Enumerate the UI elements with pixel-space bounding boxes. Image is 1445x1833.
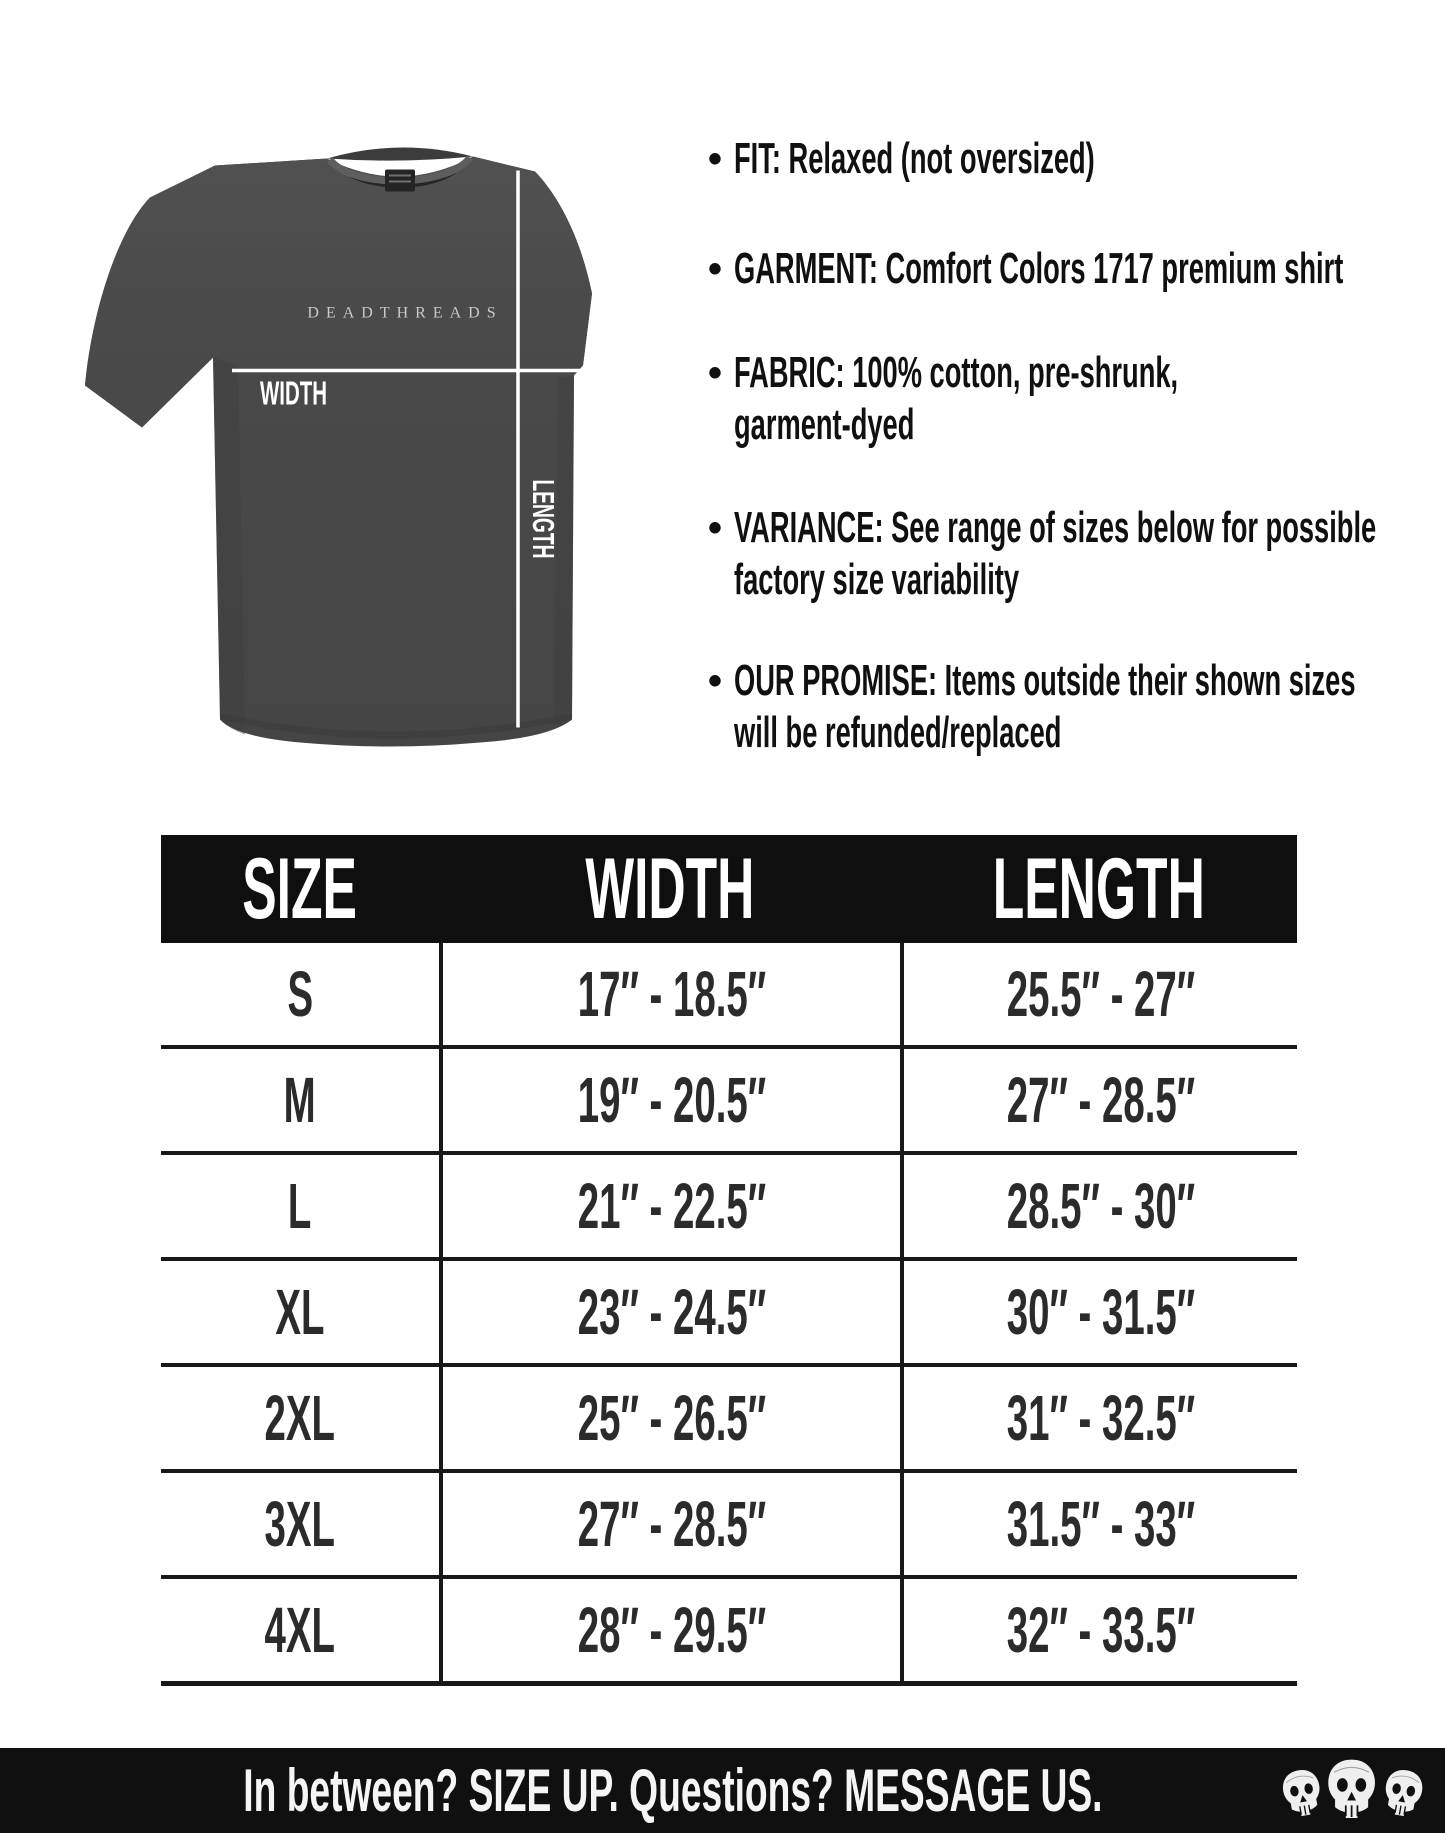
table-row-4xl xyxy=(161,1579,1297,1686)
width-cell xyxy=(439,943,900,1045)
bullet-line: • VARIANCE: See range of sizes below for possible xyxy=(734,503,1377,552)
width-cell xyxy=(439,1155,900,1257)
length-cell xyxy=(900,1367,1297,1469)
size-value: 3XL xyxy=(264,1488,336,1560)
size-cell xyxy=(161,1367,439,1469)
header-label: WIDTH xyxy=(584,840,755,937)
tshirt-photo xyxy=(80,123,605,763)
length-value: 28.5″ - 30″ xyxy=(1006,1170,1195,1242)
size-table-header xyxy=(161,835,1297,943)
length-value: 32″ - 33.5″ xyxy=(1006,1594,1195,1666)
bullet-item-fit xyxy=(734,133,1316,185)
width-value: 17″ - 18.5″ xyxy=(577,958,766,1030)
length-value: 30″ - 31.5″ xyxy=(1006,1276,1195,1348)
size-cell xyxy=(161,1473,439,1575)
bullet-line: will be refunded/replaced xyxy=(734,708,1062,757)
shirt-body xyxy=(85,157,592,747)
table-row-xl xyxy=(161,1261,1297,1367)
size-value: L xyxy=(288,1170,312,1242)
tshirt-diagram xyxy=(80,123,605,763)
bullet-item-garment xyxy=(734,243,1445,295)
length-cell xyxy=(900,1579,1297,1681)
shirt-brand-text: DEADTHREADS xyxy=(307,304,503,322)
header-label: SIZE xyxy=(242,840,358,937)
bullet-line: • FIT: Relaxed (not oversized) xyxy=(734,134,1095,183)
width-cell xyxy=(439,1261,900,1363)
size-cell xyxy=(161,1049,439,1151)
width-label: WIDTH xyxy=(260,374,328,412)
table-row-s xyxy=(161,943,1297,1049)
size-value: 2XL xyxy=(264,1382,336,1454)
width-value: 23″ - 24.5″ xyxy=(577,1276,766,1348)
length-value: 25.5″ - 27″ xyxy=(1006,958,1195,1030)
size-table xyxy=(161,835,1297,1686)
length-cell xyxy=(900,1049,1297,1151)
shirt-back-collar xyxy=(327,147,473,160)
bullet-line: • GARMENT: Comfort Colors 1717 premium shirt xyxy=(734,244,1344,293)
size-cell xyxy=(161,1579,439,1681)
size-cell xyxy=(161,1261,439,1363)
width-value: 25″ - 26.5″ xyxy=(577,1382,766,1454)
length-label: LENGTH xyxy=(525,479,560,559)
footer-bar xyxy=(0,1748,1445,1833)
footer-message: In between? SIZE UP. Questions? MESSAGE US. xyxy=(242,1757,1103,1824)
length-cell xyxy=(900,1261,1297,1363)
header-cell-size xyxy=(161,835,439,943)
bullet-line: • OUR PROMISE: Items outside their shown sizes xyxy=(734,656,1356,705)
length-cell xyxy=(900,943,1297,1045)
width-value: 28″ - 29.5″ xyxy=(577,1594,766,1666)
size-value: XL xyxy=(275,1276,325,1348)
header-cell-length xyxy=(900,835,1297,943)
width-value: 21″ - 22.5″ xyxy=(577,1170,766,1242)
length-value: 27″ - 28.5″ xyxy=(1006,1064,1195,1136)
width-value: 19″ - 20.5″ xyxy=(577,1064,766,1136)
bullet-item-fabric xyxy=(734,347,1445,451)
width-cell xyxy=(439,1367,900,1469)
length-cell xyxy=(900,1473,1297,1575)
size-value: M xyxy=(284,1064,316,1136)
length-cell xyxy=(900,1155,1297,1257)
bullet-item-variance xyxy=(734,502,1445,606)
table-row-m xyxy=(161,1049,1297,1155)
table-row-3xl xyxy=(161,1473,1297,1579)
table-row-l xyxy=(161,1155,1297,1261)
length-value: 31″ - 32.5″ xyxy=(1006,1382,1195,1454)
table-row-2xl xyxy=(161,1367,1297,1473)
header-cell-width xyxy=(439,835,900,943)
bullet-item-promise xyxy=(734,655,1445,759)
width-cell xyxy=(439,1473,900,1575)
size-cell xyxy=(161,943,439,1045)
bullet-line: garment-dyed xyxy=(734,400,915,449)
bullet-line: factory size variability xyxy=(734,555,1020,604)
size-cell xyxy=(161,1155,439,1257)
length-value: 31.5″ - 33″ xyxy=(1006,1488,1195,1560)
width-cell xyxy=(439,1049,900,1151)
size-value: 4XL xyxy=(264,1594,336,1666)
three-skulls-icon xyxy=(1277,1753,1429,1829)
header-label: LENGTH xyxy=(992,840,1205,937)
size-value: S xyxy=(287,958,313,1030)
bullet-line: • FABRIC: 100% cotton, pre-shrunk, xyxy=(734,348,1179,397)
width-value: 27″ - 28.5″ xyxy=(577,1488,766,1560)
width-cell xyxy=(439,1579,900,1681)
